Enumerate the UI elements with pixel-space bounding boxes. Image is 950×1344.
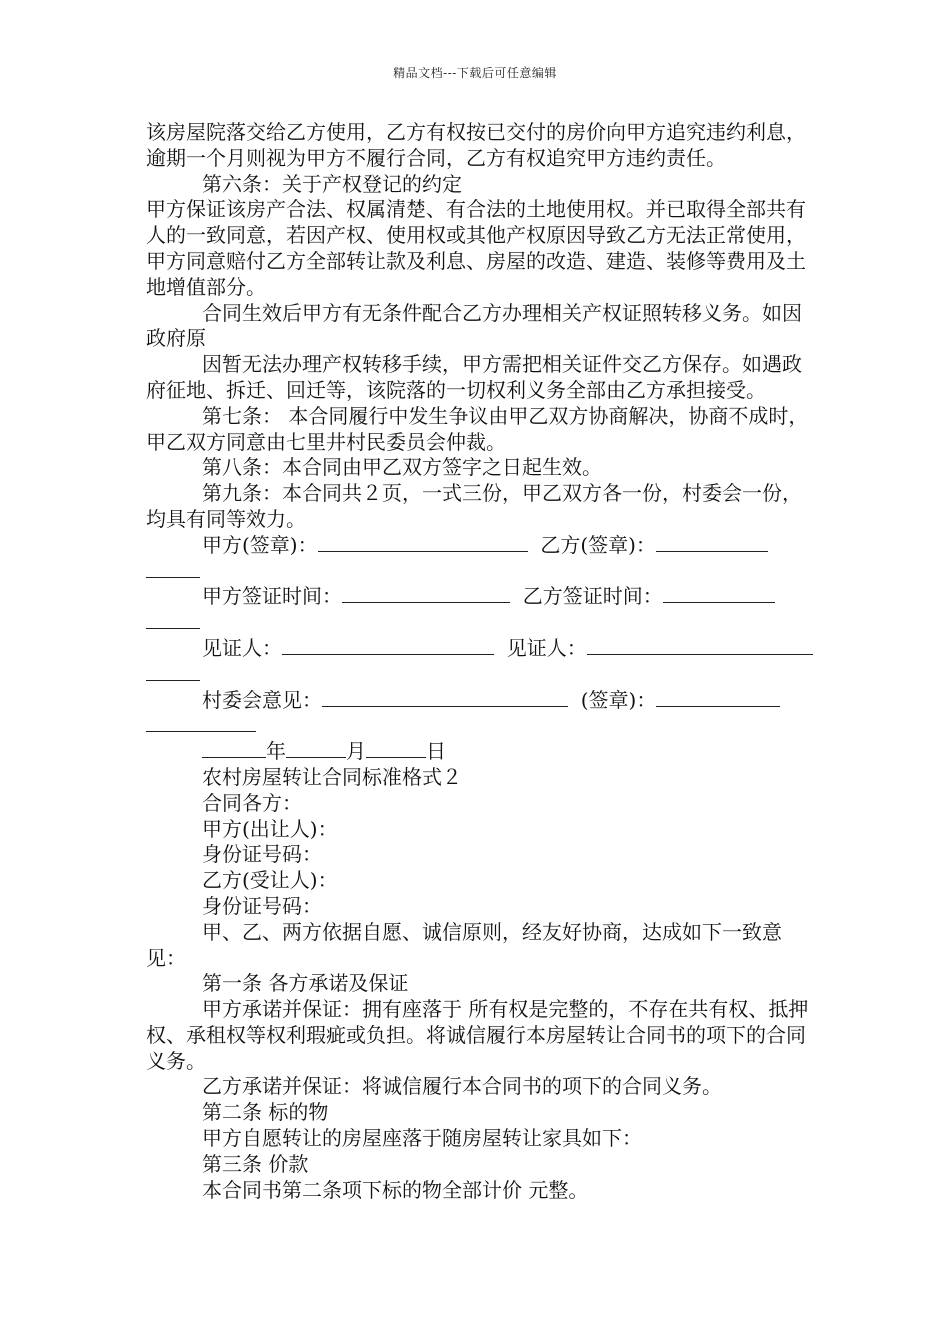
paragraph: 甲方自愿转让的房屋座落于随房屋转让家具如下： <box>202 1126 642 1151</box>
witness-1-label: 见证人： <box>202 635 282 660</box>
paragraph: 该房屋院落交给乙方使用，乙方有权按已交付的房价向甲方追究违约利息，逾期一个月则视为甲方不履行合同，乙方有权追究甲方违约责任。 <box>146 120 806 170</box>
paragraph: 合同生效后甲方有无条件配合乙方办理相关产权证照转移义务。如因政府原 <box>146 300 802 351</box>
line-continuation <box>146 663 200 681</box>
paragraph: 甲方承诺并保证：拥有座落于 所有权是完整的，不存在共有权、抵押权、承租权等权利瑕疵或负担。将诚信履行本房屋转让合同书的项下的合同义务。 <box>146 997 809 1073</box>
signature-row-seal-cont <box>146 559 816 585</box>
line-continuation <box>146 611 200 629</box>
paragraph: 甲方(出让人)： <box>202 816 338 841</box>
signature-row-committee <box>146 688 816 714</box>
date-row <box>146 739 816 765</box>
committee-opinion-label: 村委会意见： <box>202 687 322 712</box>
paragraph: 身份证号码： <box>202 893 322 918</box>
signature-row-time <box>146 584 816 610</box>
party-b-time-line <box>663 585 775 603</box>
date-day-label: 日 <box>426 739 446 764</box>
party-b-sign-label: 乙方(签章)： <box>540 532 656 557</box>
paragraph: 因暂无法办理产权转移手续，甲方需把相关证件交乙方保存。如遇政府征地、拆迁、回迁等，该院落的一切权利义务全部由乙方承担接受。 <box>146 352 802 402</box>
witness-1-line <box>282 637 494 655</box>
party-b-sign-line <box>656 534 768 552</box>
line-continuation <box>146 714 256 732</box>
date-month-label: 月 <box>346 739 366 764</box>
paragraph: 本合同书第二条项下标的物全部计价 元整。 <box>202 1177 589 1202</box>
paragraph: 第八条：本合同由甲乙双方签字之日起生效。 <box>202 455 602 480</box>
line-continuation <box>146 560 200 578</box>
party-a-time-label: 甲方签证时间： <box>202 584 342 609</box>
paragraph: 第七条： 本合同履行中发生争议由甲乙双方协商解决，协商不成时，甲乙双方同意由七里井村民委员会仲裁。 <box>146 403 809 454</box>
committee-opinion-line <box>322 689 568 707</box>
day-line <box>366 740 426 758</box>
party-a-sign-label: 甲方(签章)： <box>202 532 318 557</box>
paragraph: 合同各方： <box>202 790 302 815</box>
paragraph: 甲、乙、两方依据自愿、诚信原则，经友好协商，达成如下一致意见： <box>146 919 782 970</box>
paragraph: 甲方保证该房产合法、权属清楚、有合法的土地使用权。并已取得全部共有人的一致同意，若因产权、使用权或其他产权原因导致乙方无法正常使用，甲方同意赔付乙方全部转让款及利息、房屋的改造、建造、装修等费用及土地增值部分。 <box>146 197 806 299</box>
section-heading: 第六条：关于产权登记的约定 <box>202 171 462 196</box>
witness-2-line <box>587 637 813 655</box>
date-year-label: 年 <box>266 739 286 764</box>
witness-2-label: 见证人： <box>506 635 587 660</box>
paragraph: 第九条：本合同共２页，一式三份，甲乙双方各一份，村委会一份，均具有同等效力。 <box>146 481 802 531</box>
section-heading: 第一条 各方承诺及保证 <box>202 971 409 996</box>
year-line <box>202 740 266 758</box>
committee-seal-line <box>656 689 780 707</box>
party-a-sign-line <box>318 534 528 552</box>
signature-row-witness-cont <box>146 662 816 688</box>
document-body <box>146 120 816 1203</box>
party-a-time-line <box>342 585 510 603</box>
signature-row-seal <box>146 533 816 559</box>
committee-seal-label: (签章)： <box>580 687 657 712</box>
paragraph: 乙方(受让人)： <box>202 868 338 893</box>
section-title: 农村房屋转让合同标准格式２ <box>202 764 462 789</box>
signature-row-committee-cont <box>146 713 816 739</box>
signature-row-witness <box>146 636 816 662</box>
paragraph: 乙方承诺并保证：将诚信履行本合同书的项下的合同义务。 <box>202 1074 722 1099</box>
page-header: 精品文档---下载后可任意编辑 <box>393 66 557 80</box>
month-line <box>286 740 346 758</box>
section-heading: 第三条 价款 <box>202 1151 309 1176</box>
party-b-time-label: 乙方签证时间： <box>522 584 663 609</box>
section-heading: 第二条 标的物 <box>202 1100 329 1125</box>
signature-row-time-cont <box>146 610 816 636</box>
paragraph: 身份证号码： <box>202 842 322 867</box>
